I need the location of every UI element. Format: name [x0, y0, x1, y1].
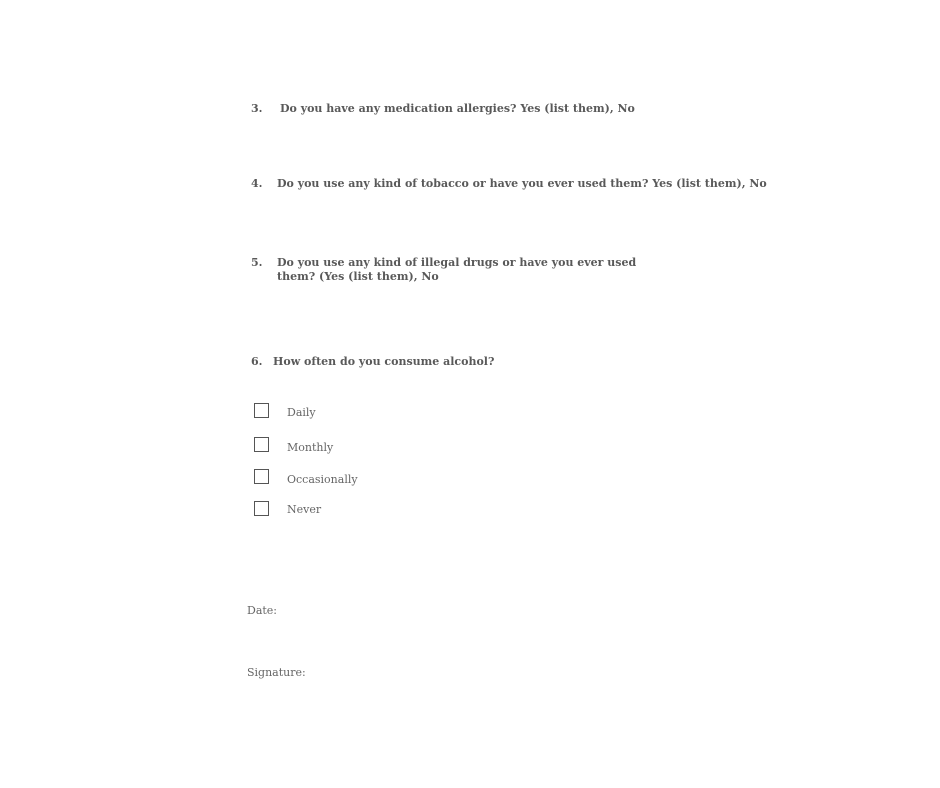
signature-field-label: Signature: [247, 666, 306, 679]
occasionally-checkbox[interactable] [254, 469, 269, 484]
option-label: Occasionally [287, 473, 358, 486]
date-field-label: Date: [247, 604, 278, 617]
question-text: Do you have any medication allergies? Yes (list them), No [280, 102, 635, 115]
question-number: 4. [251, 177, 263, 190]
never-checkbox[interactable] [254, 501, 269, 516]
option-label: Never [287, 503, 322, 516]
daily-checkbox[interactable] [254, 403, 269, 418]
question-text: How often do you consume alcohol? [273, 355, 495, 368]
question-number: 5. [251, 256, 263, 269]
question-text: Do you use any kind of tobacco or have you ever used them? Yes (list them), No [277, 177, 767, 190]
option-label: Daily [287, 406, 316, 419]
question-number: 6. [251, 355, 263, 368]
question-number: 3. [251, 102, 263, 115]
option-label: Monthly [287, 441, 334, 454]
question-text: Do you use any kind of illegal drugs or have you ever used them? (Yes (list them), No [277, 256, 637, 283]
monthly-checkbox[interactable] [254, 437, 269, 452]
